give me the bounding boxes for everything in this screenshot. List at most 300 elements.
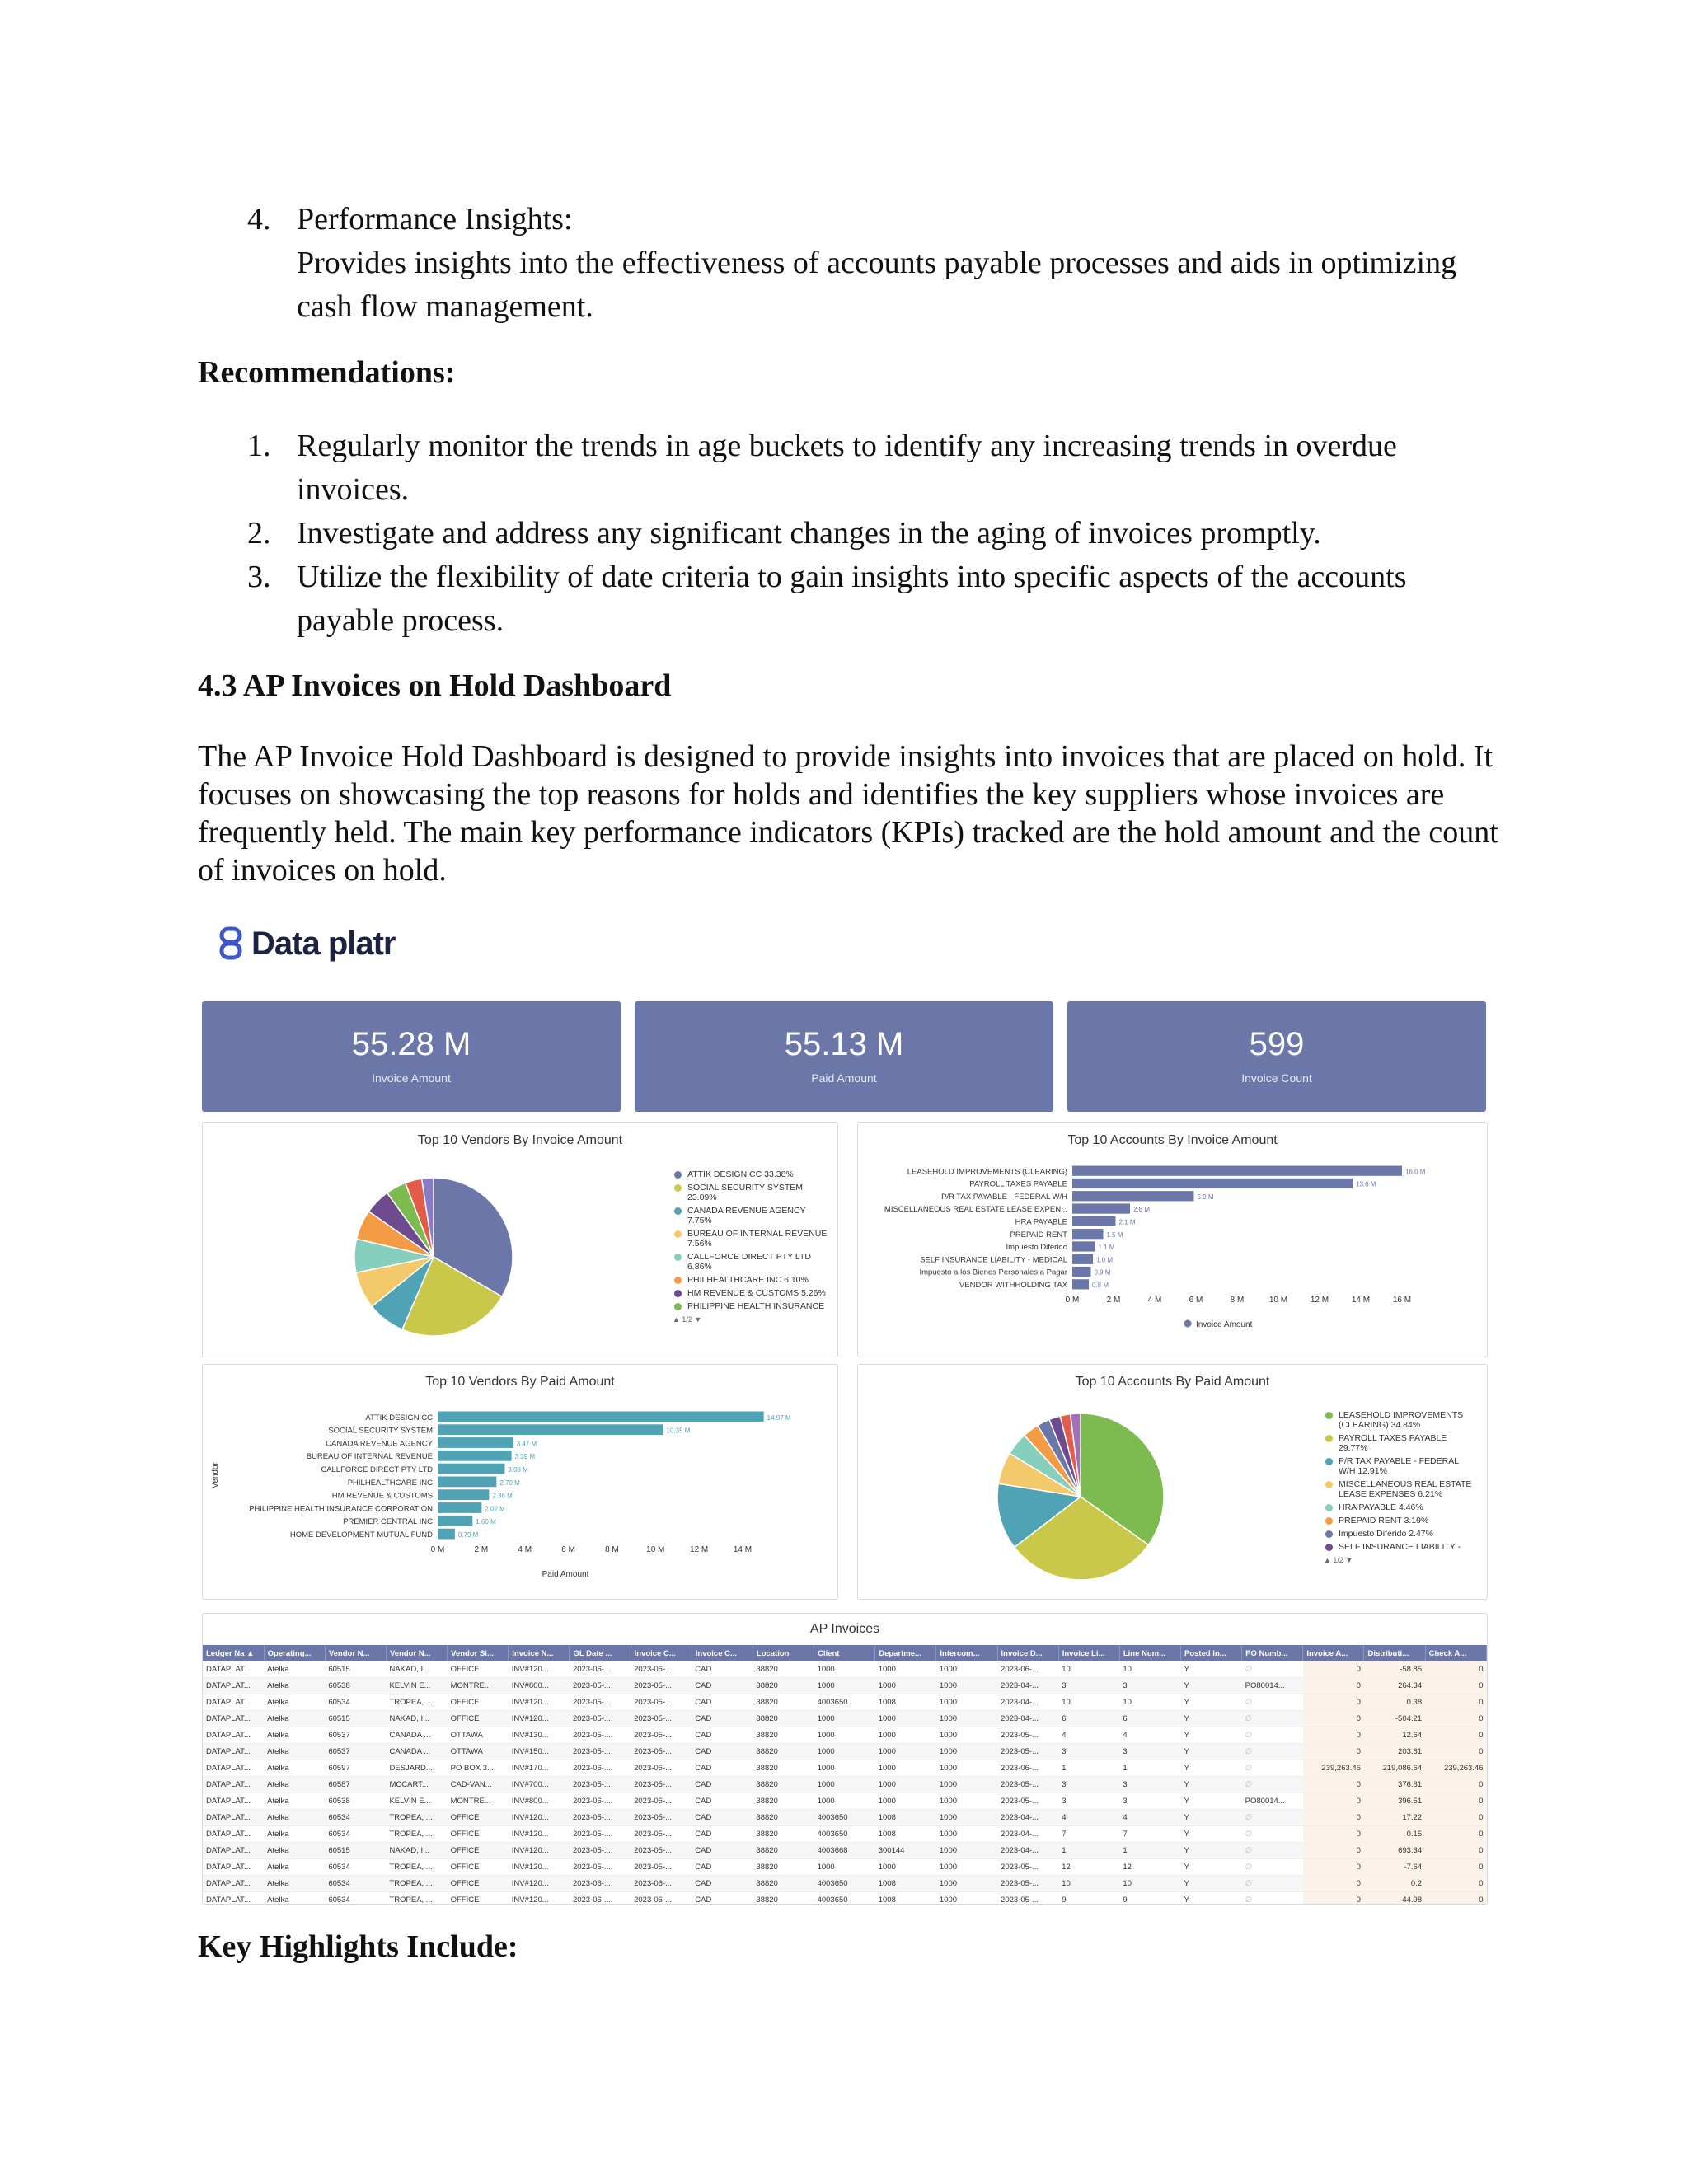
table-cell: 0 xyxy=(1425,1876,1486,1892)
table-cell: OTTAWA xyxy=(448,1744,509,1760)
table-cell: OFFICE xyxy=(448,1859,509,1876)
list-item-body: Provides insights into the effectiveness of accounts payable processes and aids in optimizing cash flow management. xyxy=(297,246,1457,324)
table-cell: 4 xyxy=(1119,1727,1180,1744)
bar[interactable] xyxy=(1072,1241,1095,1251)
data-label: 10.35 M xyxy=(666,1427,691,1435)
table-cell: 38820 xyxy=(753,1744,814,1760)
table-cell: 1000 xyxy=(936,1826,997,1843)
table-cell: 2023-05-... xyxy=(631,1744,692,1760)
legend-swatch xyxy=(674,1277,682,1284)
table-cell: NAKAD, I... xyxy=(386,1661,447,1678)
table-cell: 2023-05-... xyxy=(997,1727,1058,1744)
bar[interactable] xyxy=(1072,1216,1116,1226)
ap-invoices-table xyxy=(203,1645,1487,1905)
table-cell: DATAPLAT... xyxy=(203,1810,264,1826)
table-cell: NAKAD, I... xyxy=(386,1711,447,1727)
table-cell: 60534 xyxy=(325,1876,386,1892)
table-cell: Y xyxy=(1181,1777,1242,1793)
table-cell: Y xyxy=(1181,1810,1242,1826)
table-cell: ∅ xyxy=(1242,1760,1303,1777)
table-cell: 2023-05-... xyxy=(631,1727,692,1744)
legend-item[interactable] xyxy=(673,1275,837,1285)
list-item-title: Performance Insights: xyxy=(297,202,573,237)
table-row[interactable] xyxy=(203,1727,1487,1744)
table-cell: Y xyxy=(1181,1661,1242,1678)
table-cell: 4003668 xyxy=(814,1843,875,1859)
table-cell: DATAPLAT... xyxy=(203,1727,264,1744)
table-cell: 3 xyxy=(1058,1793,1119,1810)
table-cell: ∅ xyxy=(1242,1694,1303,1711)
category-label: LEASEHOLD IMPROVEMENTS (CLEARING) xyxy=(907,1167,1067,1177)
column-header[interactable]: Operating... xyxy=(264,1645,325,1661)
legend-swatch xyxy=(674,1184,682,1192)
table-cell: CAD xyxy=(692,1694,753,1711)
table-cell: 1 xyxy=(1058,1760,1119,1777)
table-cell: 0 xyxy=(1425,1744,1486,1760)
column-header[interactable]: Client xyxy=(814,1645,875,1661)
table-row[interactable] xyxy=(203,1793,1487,1810)
column-header[interactable]: Invoice D... xyxy=(997,1645,1058,1661)
bar[interactable] xyxy=(1072,1279,1089,1289)
legend-item[interactable] xyxy=(673,1229,837,1249)
table-cell: 2023-06-... xyxy=(570,1793,631,1810)
legend-swatch xyxy=(1325,1435,1333,1442)
column-header[interactable]: Vendor N... xyxy=(386,1645,447,1661)
table-cell: 2023-06-... xyxy=(570,1876,631,1892)
table-cell: 0 xyxy=(1425,1777,1486,1793)
data-label: 0.8 M xyxy=(1092,1282,1109,1289)
list-number: 4. xyxy=(247,202,271,237)
table-row[interactable] xyxy=(203,1694,1487,1711)
table-cell: DATAPLAT... xyxy=(203,1826,264,1843)
table-cell: 0 xyxy=(1425,1826,1486,1843)
table-cell: Atelka xyxy=(264,1777,325,1793)
table-cell: Y xyxy=(1181,1892,1242,1905)
column-header[interactable]: Invoice A... xyxy=(1303,1645,1364,1661)
table-cell: 2023-05-... xyxy=(570,1694,631,1711)
column-header[interactable]: Posted In... xyxy=(1181,1645,1242,1661)
table-cell: INV#700... xyxy=(509,1777,570,1793)
table-cell: 60515 xyxy=(325,1711,386,1727)
table-cell: Y xyxy=(1181,1876,1242,1892)
table-cell: 2023-06-... xyxy=(631,1892,692,1905)
column-header[interactable]: Check A... xyxy=(1425,1645,1486,1661)
table-cell: 12 xyxy=(1058,1859,1119,1876)
table-cell: CAD-VAN... xyxy=(448,1777,509,1793)
table-cell: OTTAWA xyxy=(448,1727,509,1744)
table-cell: Atelka xyxy=(264,1661,325,1678)
column-header[interactable]: Invoice C... xyxy=(631,1645,692,1661)
category-label: P/R TAX PAYABLE - FEDERAL W/H xyxy=(941,1192,1067,1202)
bar[interactable] xyxy=(1072,1179,1353,1188)
table-cell: 38820 xyxy=(753,1760,814,1777)
table-cell: 60515 xyxy=(325,1843,386,1859)
table-cell: 60534 xyxy=(325,1810,386,1826)
column-header[interactable]: Ledger Na ▲ xyxy=(203,1645,264,1661)
table-cell: CAD xyxy=(692,1843,753,1859)
table-cell: ∅ xyxy=(1242,1777,1303,1793)
table-row[interactable] xyxy=(203,1826,1487,1843)
table-cell: 1000 xyxy=(814,1777,875,1793)
table-cell: 2023-04-... xyxy=(997,1711,1058,1727)
legend-item[interactable] xyxy=(673,1288,837,1298)
bar[interactable] xyxy=(1072,1229,1104,1239)
column-header[interactable]: Line Num... xyxy=(1119,1645,1180,1661)
legend-label: SOCIAL SECURITY SYSTEM xyxy=(687,1183,804,1193)
table-cell: DATAPLAT... xyxy=(203,1678,264,1694)
legend-pager[interactable]: ▲ 1/2 ▼ xyxy=(673,1315,702,1324)
table-cell: 38820 xyxy=(753,1777,814,1793)
table-cell: ∅ xyxy=(1242,1843,1303,1859)
table-cell: CAD xyxy=(692,1678,753,1694)
table-cell: 38820 xyxy=(753,1876,814,1892)
table-cell: ∅ xyxy=(1242,1876,1303,1892)
table-cell: Atelka xyxy=(264,1892,325,1905)
bar[interactable] xyxy=(438,1516,472,1526)
table-cell: 3 xyxy=(1058,1777,1119,1793)
bar[interactable] xyxy=(1072,1254,1093,1264)
table-cell: 2023-05-... xyxy=(570,1744,631,1760)
bar[interactable] xyxy=(1072,1203,1130,1213)
table-row[interactable] xyxy=(203,1711,1487,1727)
legend-item[interactable] xyxy=(673,1252,837,1272)
legend-label: PAYROLL TAXES PAYABLE xyxy=(1339,1433,1447,1443)
table-cell: -58.85 xyxy=(1364,1661,1425,1678)
chart-title: Top 10 Vendors By Paid Amount xyxy=(425,1375,615,1389)
tick-label: 0 M xyxy=(430,1545,445,1554)
category-label: MISCELLANEOUS REAL ESTATE LEASE EXPEN... xyxy=(884,1205,1067,1215)
bar[interactable] xyxy=(438,1464,504,1474)
column-header[interactable]: Invoice C... xyxy=(692,1645,753,1661)
table-cell: 4 xyxy=(1058,1727,1119,1744)
kpi-value: 55.28 M xyxy=(351,1026,471,1062)
table-cell: 1008 xyxy=(875,1892,936,1905)
legend-percent: 23.09% xyxy=(687,1193,717,1202)
table-row[interactable] xyxy=(203,1810,1487,1826)
table-row[interactable] xyxy=(203,1892,1487,1905)
table-row[interactable] xyxy=(203,1760,1487,1777)
table-cell: Y xyxy=(1181,1826,1242,1843)
category-label: SOCIAL SECURITY SYSTEM xyxy=(328,1426,433,1436)
table-cell: DATAPLAT... xyxy=(203,1661,264,1678)
table-row[interactable] xyxy=(203,1678,1487,1694)
table-cell: INV#120... xyxy=(509,1843,570,1859)
chart-legend xyxy=(1324,1410,1484,1565)
table-cell: 2023-05-... xyxy=(631,1810,692,1826)
tick-label: 14 M xyxy=(733,1545,753,1554)
table-cell: 9 xyxy=(1058,1892,1119,1905)
table-cell: 2023-05-... xyxy=(631,1826,692,1843)
kpi-value: 599 xyxy=(1249,1026,1305,1062)
list-item: 1. Regularly monitor the trends in age buckets to identify any increasing trends in overdue invoices. xyxy=(247,429,1397,507)
table-cell: 2023-05-... xyxy=(631,1859,692,1876)
legend-item[interactable] xyxy=(1324,1529,1484,1539)
legend-item[interactable] xyxy=(1324,1516,1484,1526)
tick-label: 4 M xyxy=(1147,1296,1162,1305)
table-cell: CAD xyxy=(692,1744,753,1760)
table-cell: INV#170... xyxy=(509,1760,570,1777)
table-cell: 1008 xyxy=(875,1694,936,1711)
column-header[interactable]: Intercom... xyxy=(936,1645,997,1661)
legend-swatch xyxy=(674,1303,682,1310)
category-label: HRA PAYABLE xyxy=(1015,1217,1067,1227)
table-cell: 0 xyxy=(1303,1793,1364,1810)
table-cell: OFFICE xyxy=(448,1661,509,1678)
table-cell: 4003650 xyxy=(814,1810,875,1826)
data-label: 0.9 M xyxy=(1094,1268,1111,1277)
chart-top-accounts-invoice xyxy=(857,1122,1488,1357)
table-cell: MONTRE... xyxy=(448,1678,509,1694)
table-cell: 60597 xyxy=(325,1760,386,1777)
table-cell: 44.98 xyxy=(1364,1892,1425,1905)
table-cell: 1008 xyxy=(875,1876,936,1892)
table-cell: 38820 xyxy=(753,1859,814,1876)
table-cell: 4 xyxy=(1119,1810,1180,1826)
table-cell: INV#120... xyxy=(509,1661,570,1678)
table-cell: 1000 xyxy=(814,1727,875,1744)
table-cell: 239,263.46 xyxy=(1303,1760,1364,1777)
table-cell: 38820 xyxy=(753,1810,814,1826)
table-cell: 2023-05-... xyxy=(570,1826,631,1843)
legend-swatch xyxy=(674,1290,682,1297)
legend-swatch xyxy=(1325,1544,1333,1551)
table-cell: NAKAD, I... xyxy=(386,1843,447,1859)
table-cell: 1000 xyxy=(814,1711,875,1727)
tick-label: 14 M xyxy=(1351,1296,1371,1305)
table-cell: 1 xyxy=(1058,1843,1119,1859)
column-header[interactable]: GL Date ... xyxy=(570,1645,631,1661)
table-cell: 2023-06-... xyxy=(631,1661,692,1678)
bar[interactable] xyxy=(438,1424,663,1435)
legend-percent: LEASE EXPENSES 6.21% xyxy=(1339,1489,1443,1499)
table-cell: TROPEA, ... xyxy=(386,1810,447,1826)
table-cell: 264.34 xyxy=(1364,1678,1425,1694)
table-cell: Y xyxy=(1181,1711,1242,1727)
kpi-value: 55.13 M xyxy=(784,1026,904,1062)
table-cell: 1000 xyxy=(814,1678,875,1694)
table-cell: ∅ xyxy=(1242,1826,1303,1843)
table-cell: Atelka xyxy=(264,1744,325,1760)
legend-label: HM REVENUE & CUSTOMS 5.26% xyxy=(687,1288,826,1298)
legend-label: LEASEHOLD IMPROVEMENTS xyxy=(1339,1410,1464,1420)
legend-label: BUREAU OF INTERNAL REVENUE xyxy=(687,1229,828,1239)
table-cell: 38820 xyxy=(753,1694,814,1711)
table-row[interactable] xyxy=(203,1843,1487,1859)
table-cell: 1000 xyxy=(936,1678,997,1694)
bar[interactable] xyxy=(438,1529,455,1540)
table-cell: 2023-05-... xyxy=(997,1744,1058,1760)
table-cell: ∅ xyxy=(1242,1744,1303,1760)
table-cell: 1000 xyxy=(936,1843,997,1859)
bar[interactable] xyxy=(1072,1166,1402,1176)
column-header[interactable]: Departme... xyxy=(875,1645,936,1661)
table-cell: 6 xyxy=(1058,1711,1119,1727)
table-cell: OFFICE xyxy=(448,1694,509,1711)
table-cell: CAD xyxy=(692,1661,753,1678)
table-cell: 2023-06-... xyxy=(997,1760,1058,1777)
table-cell: TROPEA, ... xyxy=(386,1859,447,1876)
legend-item[interactable] xyxy=(673,1206,837,1226)
table-cell: 2023-05-... xyxy=(631,1777,692,1793)
table-cell: 2023-05-... xyxy=(570,1859,631,1876)
table-cell: DESJARD... xyxy=(386,1760,447,1777)
bar[interactable] xyxy=(1072,1267,1091,1277)
table-cell: DATAPLAT... xyxy=(203,1760,264,1777)
table-cell: 1000 xyxy=(814,1661,875,1678)
table-cell: OFFICE xyxy=(448,1843,509,1859)
legend-percent: W/H 12.91% xyxy=(1339,1466,1387,1476)
table-cell: DATAPLAT... xyxy=(203,1694,264,1711)
chart-title: Top 10 Accounts By Paid Amount xyxy=(1075,1375,1270,1389)
table-row[interactable] xyxy=(203,1859,1487,1876)
table-cell: Y xyxy=(1181,1694,1242,1711)
legend-percent: 6.86% xyxy=(687,1262,712,1272)
category-label: HOME DEVELOPMENT MUTUAL FUND xyxy=(289,1530,433,1540)
table-cell: 0 xyxy=(1303,1892,1364,1905)
legend-item[interactable] xyxy=(1324,1502,1484,1512)
table-row[interactable] xyxy=(203,1744,1487,1760)
table-cell: 0.15 xyxy=(1364,1826,1425,1843)
chart-title: Top 10 Accounts By Invoice Amount xyxy=(1067,1133,1278,1147)
column-header[interactable]: Vendor Si... xyxy=(448,1645,509,1661)
table-cell: 0 xyxy=(1303,1711,1364,1727)
table-cell: TROPEA, ... xyxy=(386,1892,447,1905)
table-cell: 60515 xyxy=(325,1661,386,1678)
data-label: 1.60 M xyxy=(476,1518,496,1526)
table-cell: 9 xyxy=(1119,1892,1180,1905)
brand-logo xyxy=(218,919,396,968)
table-cell: Atelka xyxy=(264,1810,325,1826)
column-header[interactable]: Location xyxy=(753,1645,814,1661)
legend-swatch xyxy=(674,1171,682,1179)
table-cell: INV#120... xyxy=(509,1810,570,1826)
table-cell: 38820 xyxy=(753,1711,814,1727)
table-cell: 2023-06-... xyxy=(631,1760,692,1777)
table-cell: 4 xyxy=(1058,1810,1119,1826)
table-row[interactable] xyxy=(203,1661,1487,1678)
legend-item[interactable] xyxy=(673,1301,837,1311)
table-cell: 0 xyxy=(1425,1661,1486,1678)
table-cell: CAD xyxy=(692,1859,753,1876)
table-cell: ∅ xyxy=(1242,1727,1303,1744)
table-cell: 38820 xyxy=(753,1826,814,1843)
table-cell: 17.22 xyxy=(1364,1810,1425,1826)
category-label: CALLFORCE DIRECT PTY LTD xyxy=(321,1465,433,1474)
table-cell: 2023-05-... xyxy=(570,1777,631,1793)
table-cell: 1000 xyxy=(936,1859,997,1876)
table-row[interactable] xyxy=(203,1876,1487,1892)
column-header[interactable]: Invoice Li... xyxy=(1058,1645,1119,1661)
legend-swatch xyxy=(1325,1517,1333,1525)
table-cell: 0 xyxy=(1425,1793,1486,1810)
table-cell: 10 xyxy=(1058,1876,1119,1892)
legend-item[interactable] xyxy=(1324,1479,1484,1499)
bar[interactable] xyxy=(438,1502,481,1513)
legend-pager[interactable]: ▲ 1/2 ▼ xyxy=(1324,1556,1353,1564)
legend-label: ATTIK DESIGN CC 33.38% xyxy=(687,1169,794,1179)
column-header[interactable]: Distributi... xyxy=(1364,1645,1425,1661)
table-cell: 1000 xyxy=(814,1859,875,1876)
table-cell: 1000 xyxy=(936,1727,997,1744)
table-cell: 1000 xyxy=(814,1793,875,1810)
table-cell: 0 xyxy=(1303,1876,1364,1892)
table-cell: 60537 xyxy=(325,1744,386,1760)
dataplatr-logo-icon xyxy=(218,926,246,961)
bar[interactable] xyxy=(1072,1191,1194,1201)
bar[interactable] xyxy=(438,1412,764,1422)
table-cell: 6 xyxy=(1119,1711,1180,1727)
tick-label: 6 M xyxy=(1189,1296,1203,1305)
bar-chart xyxy=(858,1148,1487,1354)
table-cell: DATAPLAT... xyxy=(203,1744,264,1760)
table-row[interactable] xyxy=(203,1777,1487,1793)
table-cell: 4003650 xyxy=(814,1876,875,1892)
legend-item[interactable] xyxy=(673,1183,837,1202)
table-cell: 3 xyxy=(1058,1678,1119,1694)
bar[interactable] xyxy=(438,1477,496,1488)
table-cell: 60534 xyxy=(325,1859,386,1876)
chart-top-vendors-invoice xyxy=(202,1122,838,1357)
table-cell: 38820 xyxy=(753,1793,814,1810)
legend-item[interactable] xyxy=(1324,1410,1484,1430)
legend-item[interactable] xyxy=(1324,1542,1484,1552)
table-cell: CAD xyxy=(692,1727,753,1744)
table-cell: 2023-05-... xyxy=(631,1694,692,1711)
table-cell: 10 xyxy=(1119,1876,1180,1892)
table-cell: 0 xyxy=(1303,1810,1364,1826)
legend-swatch xyxy=(1325,1504,1333,1511)
legend-percent: 29.77% xyxy=(1339,1443,1368,1453)
chart-legend xyxy=(673,1169,837,1324)
legend-label: P/R TAX PAYABLE - FEDERAL xyxy=(1339,1456,1460,1466)
table-cell: 60587 xyxy=(325,1777,386,1793)
table-cell: OFFICE xyxy=(448,1876,509,1892)
legend-label: Invoice Amount xyxy=(1196,1320,1253,1329)
table-cell: Y xyxy=(1181,1843,1242,1859)
table-cell: MCCART... xyxy=(386,1777,447,1793)
column-header[interactable]: Invoice N... xyxy=(509,1645,570,1661)
data-label: 2.70 M xyxy=(499,1479,520,1487)
legend-item[interactable] xyxy=(1324,1456,1484,1476)
table-cell: PO80014... xyxy=(1242,1678,1303,1694)
legend-label: SELF INSURANCE LIABILITY - xyxy=(1339,1542,1461,1552)
table-cell: DATAPLAT... xyxy=(203,1843,264,1859)
table-cell: 0 xyxy=(1303,1859,1364,1876)
table-cell: 2023-04-... xyxy=(997,1678,1058,1694)
column-header[interactable]: Vendor N... xyxy=(325,1645,386,1661)
table-cell: 1000 xyxy=(936,1876,997,1892)
category-label: ATTIK DESIGN CC xyxy=(365,1413,433,1422)
data-label: 1.0 M xyxy=(1096,1256,1114,1264)
pie-chart xyxy=(994,1410,1167,1583)
bar[interactable] xyxy=(438,1451,512,1461)
category-label: VENDOR WITHHOLDING TAX xyxy=(959,1281,1067,1290)
category-label: SELF INSURANCE LIABILITY - MEDICAL xyxy=(920,1255,1067,1265)
bar[interactable] xyxy=(438,1489,489,1500)
legend-percent: 7.56% xyxy=(687,1239,712,1249)
table-cell: 2023-05-... xyxy=(570,1843,631,1859)
table-cell: INV#120... xyxy=(509,1876,570,1892)
table-cell: 1000 xyxy=(936,1744,997,1760)
table-cell: 0 xyxy=(1425,1711,1486,1727)
legend-item[interactable] xyxy=(673,1169,837,1179)
table-cell: 3 xyxy=(1119,1678,1180,1694)
legend-item[interactable] xyxy=(1324,1433,1484,1453)
column-header[interactable]: PO Numb... xyxy=(1242,1645,1303,1661)
bar[interactable] xyxy=(438,1437,513,1448)
table-cell: INV#120... xyxy=(509,1859,570,1876)
table-cell: 10 xyxy=(1119,1661,1180,1678)
